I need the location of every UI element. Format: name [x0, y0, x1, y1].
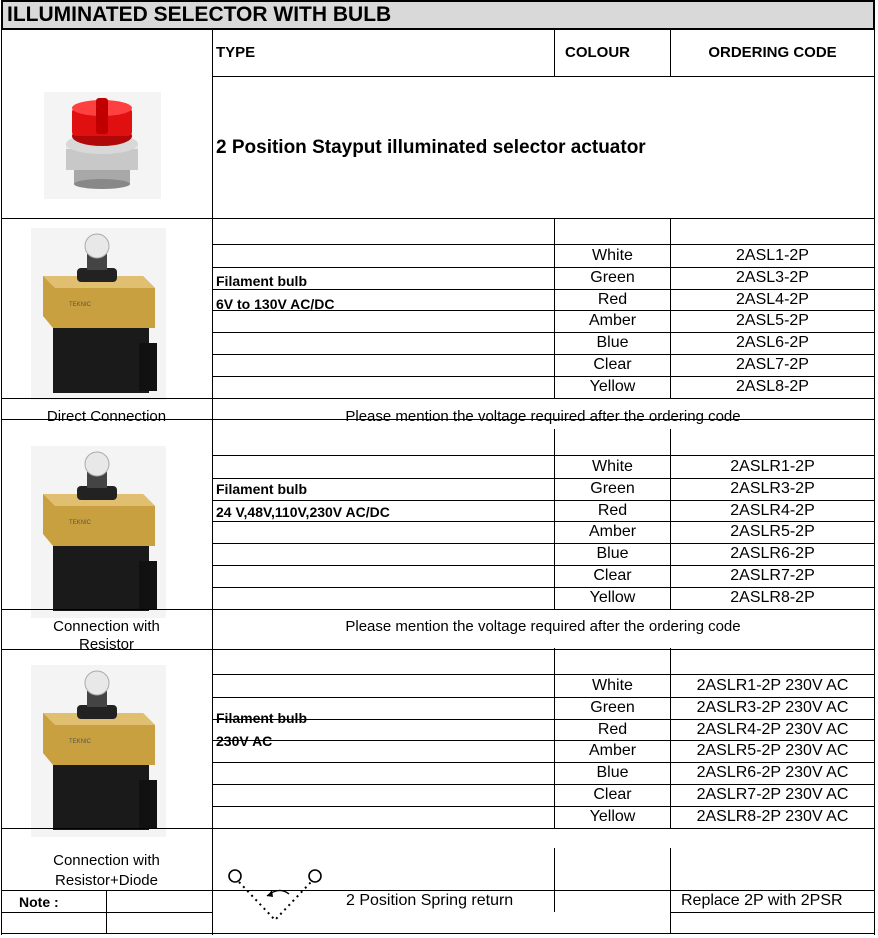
ordering-code-cell: 2ASLR5-2P [730, 523, 815, 541]
colour-cell: Red [597, 290, 628, 308]
footer-bottom-line [1, 933, 874, 934]
header-colour: COLOUR [565, 44, 630, 61]
footer-col-colour [554, 848, 555, 912]
colour-cell: Clear [593, 786, 632, 803]
ordering-code-cell: 2ASL6-2P [736, 334, 809, 352]
colour-cell: Clear [593, 356, 632, 373]
note-label: Note : [19, 894, 59, 910]
section-bottom-line [1, 609, 874, 610]
colour-cell: Red [597, 501, 628, 519]
header-type: TYPE [216, 44, 256, 61]
ordering-code-cell: 2ASL3-2P [736, 268, 809, 286]
ordering-code-cell: 2ASLR6-2P 230V AC [696, 764, 849, 782]
note-row-bottom-line [1, 649, 874, 650]
colour-cell: Green [590, 698, 635, 716]
footer-mid-line-right [670, 912, 874, 913]
colour-cell: Yellow [589, 807, 636, 825]
section3-caption-line2: Resistor+Diode [55, 872, 158, 889]
ordering-code-cell: 2ASLR8-2P 230V AC [696, 807, 849, 825]
col-divider-type [212, 30, 213, 935]
ordering-code-cell: 2ASLR3-2P 230V AC [696, 698, 849, 716]
section2-type-line1: Filament bulb [216, 481, 307, 497]
section-blank-row-line [212, 244, 874, 245]
section-bottom-line [1, 398, 874, 399]
colour-cell: White [592, 677, 633, 694]
ordering-code-cell: 2ASL8-2P [736, 377, 809, 395]
section-blank-row-line [212, 674, 874, 675]
selector-actuator-photo [44, 92, 161, 199]
ordering-code-cell: 2ASLR3-2P [730, 479, 815, 497]
ordering-code-cell: 2ASLR1-2P 230V AC [696, 677, 849, 694]
table-border-left [1, 30, 2, 935]
section2-caption-line2: Resistor [78, 636, 134, 653]
spring-return-symbol-icon [227, 868, 327, 930]
colour-cell: White [592, 247, 633, 264]
ordering-code-cell: 2ASLR1-2P [730, 458, 815, 475]
colour-cell: Yellow [589, 588, 636, 606]
bulb-contact-block-photo [31, 446, 166, 618]
ordering-code-cell: 2ASLR5-2P 230V AC [696, 742, 849, 760]
colour-cell: Blue [596, 764, 629, 782]
colour-cell: Green [590, 268, 635, 286]
bulb-contact-block-photo [31, 665, 166, 837]
ordering-code-cell: 2ASLR4-2P 230V AC [696, 720, 849, 738]
ordering-code-cell: 2ASLR7-2P 230V AC [696, 786, 849, 803]
colour-cell: Red [597, 720, 628, 738]
note-row-bottom-line [1, 419, 874, 420]
colour-cell: Amber [588, 312, 637, 330]
ordering-code-cell: 2ASLR8-2P [730, 588, 815, 606]
svg-text:TEKNIC: TEKNIC [69, 739, 92, 745]
svg-text:TEKNIC: TEKNIC [69, 302, 92, 308]
colour-cell: Amber [588, 523, 637, 541]
spring-return-label: 2 Position Spring return [346, 892, 514, 909]
actuator-description: 2 Position Stayput illuminated selector actuator [216, 137, 646, 158]
footer-col-code [670, 848, 671, 933]
section1-type-line2: 6V to 130V AC/DC [216, 296, 335, 312]
section1-caption: Direct Connection [46, 408, 167, 425]
ordering-code-cell: 2ASLR6-2P [730, 545, 815, 563]
ordering-code-cell: 2ASL1-2P [736, 247, 809, 264]
section1-type-line1: Filament bulb [216, 273, 307, 289]
colour-cell: Blue [596, 334, 629, 352]
section3-type-line1: Filament bulb [216, 710, 307, 726]
svg-text:TEKNIC: TEKNIC [69, 520, 92, 526]
header-ordering-code: ORDERING CODE [708, 44, 837, 61]
colour-cell: Yellow [589, 377, 636, 395]
note-cell-divider [106, 890, 107, 933]
col-divider-code-header [670, 30, 671, 76]
section2-caption-line1: Connection with [53, 618, 160, 635]
section2-type-line2: 24 V,48V,110V,230V AC/DC [216, 504, 390, 520]
sheet-title: ILLUMINATED SELECTOR WITH BULB [1, 0, 875, 30]
colour-cell: Green [590, 479, 635, 497]
ordering-code-cell: 2ASLR7-2P [730, 567, 815, 584]
section1-note: Please mention the voltage required after the ordering code [345, 408, 741, 425]
section3-caption-line1: Connection with [53, 852, 160, 869]
bulb-contact-block-photo [31, 228, 166, 400]
ordering-code-cell: 2ASL7-2P [736, 356, 809, 373]
colour-cell: White [592, 458, 633, 475]
actuator-row-divider [1, 218, 874, 219]
ordering-code-cell: 2ASLR4-2P [730, 501, 815, 519]
replace-instruction: Replace 2P with 2PSR [681, 892, 843, 909]
section3-type-line2: 230V AC [216, 733, 273, 749]
header-divider [212, 76, 874, 77]
ordering-code-cell: 2ASL5-2P [736, 312, 809, 330]
colour-cell: Blue [596, 545, 629, 563]
section2-note: Please mention the voltage required after the ordering code [345, 618, 741, 635]
colour-cell: Clear [593, 567, 632, 584]
catalog-sheet [1, 0, 877, 935]
colour-cell: Amber [588, 742, 637, 760]
table-border-right [874, 30, 875, 935]
col-divider-colour-header [554, 30, 555, 76]
ordering-code-cell: 2ASL4-2P [736, 290, 809, 308]
section-blank-row-line [212, 455, 874, 456]
section-bottom-line [1, 828, 874, 829]
